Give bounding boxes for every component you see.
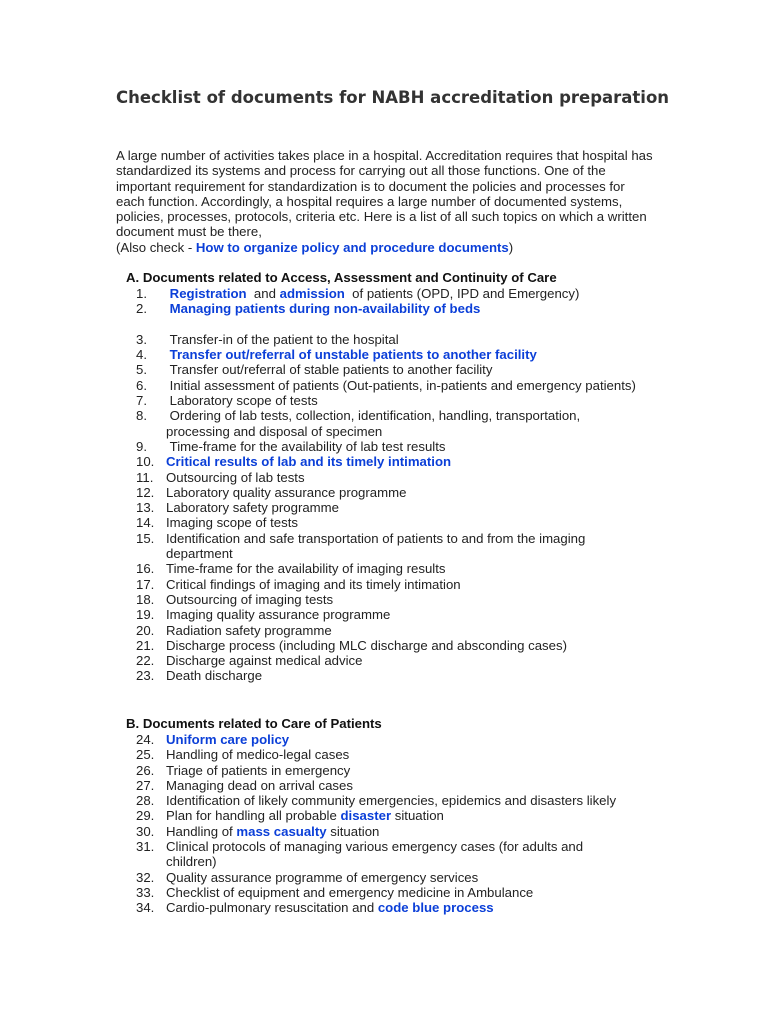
item-text: Quality assurance programme of emergency services — [166, 869, 479, 885]
item-text: Laboratory safety programme — [166, 500, 339, 516]
item-number: 22. — [136, 653, 155, 669]
item-link[interactable]: Critical results of lab and its timely intimation — [166, 454, 452, 470]
item-number: 5. — [136, 362, 147, 378]
item-number: 14. — [136, 515, 155, 531]
list-item — [136, 485, 636, 500]
list-item — [136, 286, 636, 301]
item-text: Cardio-pulmonary resuscitation and — [166, 900, 378, 916]
item-link[interactable]: Uniform care policy — [166, 732, 290, 747]
item-text: Discharge against medical advice — [166, 653, 363, 669]
section-a-list — [136, 286, 636, 684]
section-b-heading: B. Documents related to Care of Patients — [126, 716, 382, 731]
item-text: Managing dead on arrival cases — [166, 777, 353, 793]
item-number: 15. — [136, 530, 155, 546]
item-link[interactable]: Transfer out/referral of unstable patients to another facility — [169, 347, 537, 363]
item-text: Laboratory quality assurance programme — [166, 484, 407, 500]
item-number: 8. — [136, 408, 147, 424]
section-b-list — [136, 732, 636, 916]
intro-text: A large number of activities takes place in a hospital. Accreditation requires that hospital has standardized its systems and process for carrying out all those functions. One of the important requirement for standardization is to document the policies and processes for each function. Accordingly, a hospital requires a large number of documented systems, policies, processes, protocols, criteria etc. Here is a list of all such topics on which a written document must be there, — [116, 148, 653, 240]
item-number: 29. — [136, 808, 155, 824]
list-item — [136, 808, 636, 823]
list-item — [136, 653, 636, 668]
list-item — [136, 470, 636, 485]
item-text: Handling of medico-legal cases — [166, 747, 350, 763]
item-number: 11. — [136, 469, 154, 485]
item-number: 24. — [136, 732, 155, 747]
item-number: 34. — [136, 900, 155, 916]
item-number: 12. — [136, 484, 155, 500]
policy-procedure-link[interactable]: How to organize policy and procedure documents — [195, 239, 509, 255]
item-text: Outsourcing of imaging tests — [166, 591, 334, 607]
item-text: Initial assessment of patients (Out-patients, in-patients and emergency patients) — [166, 377, 636, 393]
item-link[interactable]: code blue process — [377, 900, 494, 916]
list-item — [136, 763, 636, 778]
item-text: Death discharge — [166, 668, 263, 684]
item-text: Ordering of lab tests, collection, identification, handling, transportation, processing and disposal of specimen — [166, 408, 584, 439]
list-item — [136, 454, 636, 469]
list-item — [136, 638, 636, 653]
item-text: Time-frame for the availability of imaging results — [166, 561, 446, 577]
item-link[interactable]: Managing patients during non-availability of beds — [169, 301, 481, 317]
item-link[interactable]: disaster — [340, 808, 392, 824]
item-number: 16. — [136, 561, 155, 577]
item-number: 21. — [136, 637, 155, 653]
list-item — [136, 378, 636, 393]
list-item — [136, 747, 636, 762]
item-number: 17. — [136, 576, 155, 592]
item-number: 6. — [136, 377, 147, 393]
list-item — [136, 531, 636, 562]
item-number: 27. — [136, 777, 155, 793]
list-item — [136, 793, 636, 808]
list-item — [136, 408, 636, 439]
list-item — [136, 668, 636, 683]
item-number: 33. — [136, 884, 155, 900]
item-text: situation — [326, 823, 380, 839]
item-number: 2. — [136, 301, 147, 317]
item-text: Checklist of equipment and emergency medicine in Ambulance — [166, 884, 534, 900]
list-item — [136, 500, 636, 515]
section-a-heading: A. Documents related to Access, Assessment and Continuity of Care — [126, 270, 557, 285]
also-check-prefix: (Also check - — [116, 239, 196, 255]
item-text: Clinical protocols of managing various emergency cases (for adults and children) — [166, 839, 587, 870]
item-text: and — [246, 286, 280, 301]
list-item — [136, 839, 636, 870]
item-text: Critical findings of imaging and its timely intimation — [166, 576, 461, 592]
list-item — [136, 592, 636, 607]
list-item — [136, 332, 636, 347]
item-text: Discharge process (including MLC discharge and absconding cases) — [166, 637, 567, 653]
item-number: 7. — [136, 393, 147, 409]
list-item — [136, 301, 636, 316]
item-link[interactable]: mass casualty — [236, 823, 327, 839]
also-check-suffix: ) — [508, 239, 514, 255]
item-number: 9. — [136, 438, 147, 454]
item-text: Identification of likely community emergencies, epidemics and disasters likely — [166, 793, 617, 809]
item-number: 30. — [136, 823, 155, 839]
item-number: 3. — [136, 331, 147, 347]
list-item — [136, 347, 636, 362]
list-item — [136, 885, 636, 900]
item-number: 28. — [136, 793, 155, 809]
item-text: Transfer-in of the patient to the hospital — [166, 331, 399, 347]
list-item — [136, 623, 636, 638]
item-text: Transfer out/referral of stable patients to another facility — [166, 362, 493, 378]
list-item — [136, 439, 636, 454]
list-item — [136, 561, 636, 576]
item-number: 4. — [136, 347, 147, 363]
list-item — [136, 393, 636, 408]
item-text: Time-frame for the availability of lab test results — [166, 438, 446, 454]
list-item — [136, 515, 636, 530]
list-item — [136, 778, 636, 793]
item-number: 13. — [136, 500, 155, 516]
item-number: 26. — [136, 762, 155, 778]
item-text: Identification and safe transportation of patients to and from the imaging department — [166, 530, 589, 562]
item-text: Laboratory scope of tests — [166, 393, 318, 409]
item-number: 1. — [136, 286, 147, 301]
item-text: of patients (OPD, IPD and Emergency) — [344, 286, 580, 301]
list-item — [136, 607, 636, 622]
page-title: Checklist of documents for NABH accreditation preparation — [116, 88, 670, 107]
list-item — [136, 870, 636, 885]
item-text: Triage of patients in emergency — [166, 762, 351, 778]
item-text: Plan for handling all probable — [166, 808, 341, 824]
item-text: Outsourcing of lab tests — [166, 469, 305, 485]
item-number: 32. — [136, 869, 155, 885]
item-number: 18. — [136, 591, 155, 607]
list-item — [136, 362, 636, 377]
item-number: 25. — [136, 747, 155, 763]
item-number: 10. — [136, 454, 155, 470]
item-number: 19. — [136, 607, 155, 623]
item-link[interactable]: admission — [279, 286, 345, 301]
item-text: Handling of — [166, 823, 237, 839]
intro-paragraph — [116, 148, 656, 255]
item-link[interactable]: Registration — [169, 286, 247, 301]
item-number: 31. — [136, 839, 155, 855]
item-text: situation — [391, 808, 444, 824]
item-text: Radiation safety programme — [166, 622, 332, 638]
list-item — [136, 577, 636, 592]
list-item — [136, 900, 636, 915]
item-text: Imaging scope of tests — [166, 515, 298, 531]
list-item — [136, 732, 636, 747]
item-text: Imaging quality assurance programme — [166, 607, 391, 623]
item-number: 20. — [136, 622, 155, 638]
list-item — [136, 824, 636, 839]
item-number: 23. — [136, 668, 155, 684]
